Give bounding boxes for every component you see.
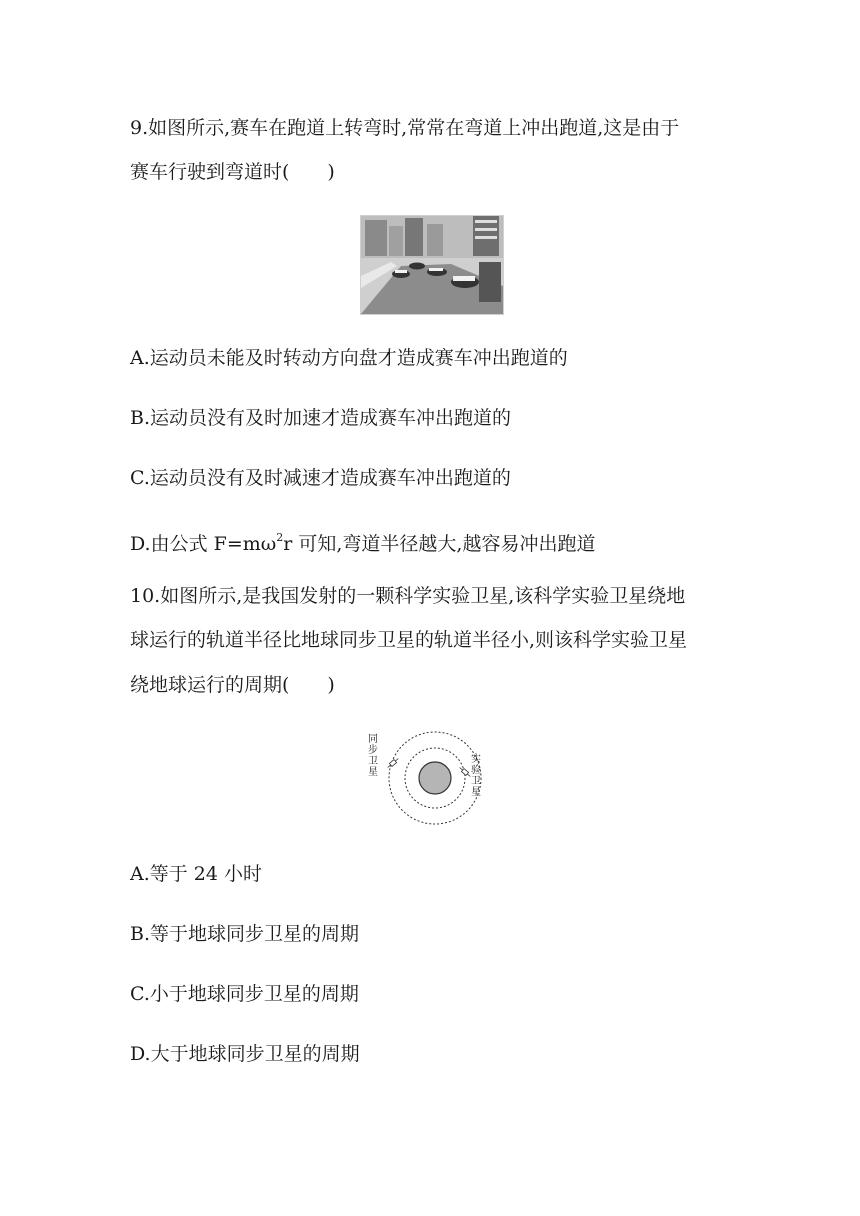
question-10-line-1: 10.如图所示,是我国发射的一颗科学实验卫星,该科学实验卫星绕地 [130,585,686,607]
option-d-formula-prefix: D.由公式 F=mω [130,533,277,555]
experimental-satellite-icon [458,766,471,778]
option-d-exponent: 2 [276,531,284,544]
option-d-formula-suffix: r 可知,弯道半径越大,越容易冲出跑道 [283,533,596,555]
question-9-option-c: C.运动员没有及时减速才造成赛车冲出跑道的 [130,467,511,489]
sync-label-char-2: 步 [368,745,378,756]
exp-label-char-3: 卫 [471,776,481,787]
sync-label-char-3: 卫 [368,756,378,767]
question-9-option-b: B.运动员没有及时加速才造成赛车冲出跑道的 [130,407,512,429]
question-10-option-c: C.小于地球同步卫星的周期 [130,983,359,1005]
exp-label-char-2: 验 [471,765,481,776]
question-10-option-d: D.大于地球同步卫星的周期 [130,1043,360,1065]
question-9-option-d [130,526,595,556]
exp-label-char-4: 星 [471,787,481,798]
sync-label-char-1: 同 [368,734,378,745]
question-10-option-b: B.等于地球同步卫星的周期 [130,923,360,945]
race-car-photo [360,215,504,315]
question-10-option-a: A.等于 24 小时 [130,863,263,885]
exp-label-char-1: 实 [471,754,481,765]
earth [419,762,451,794]
question-9-line-1: 9.如图所示,赛车在跑道上转弯时,常常在弯道上冲出跑道,这是由于 [130,117,680,139]
question-9-line-2: 赛车行驶到弯道时( ) [130,161,335,183]
orbit-diagram [368,728,498,828]
question-10-line-3: 绕地球运行的周期( ) [130,674,335,696]
question-10-line-2: 球运行的轨道半径比地球同步卫星的轨道半径小,则该科学实验卫星 [130,629,688,651]
sync-label-char-4: 星 [368,767,378,778]
question-9-option-a: A.运动员未能及时转动方向盘才造成赛车冲出跑道的 [130,347,568,369]
